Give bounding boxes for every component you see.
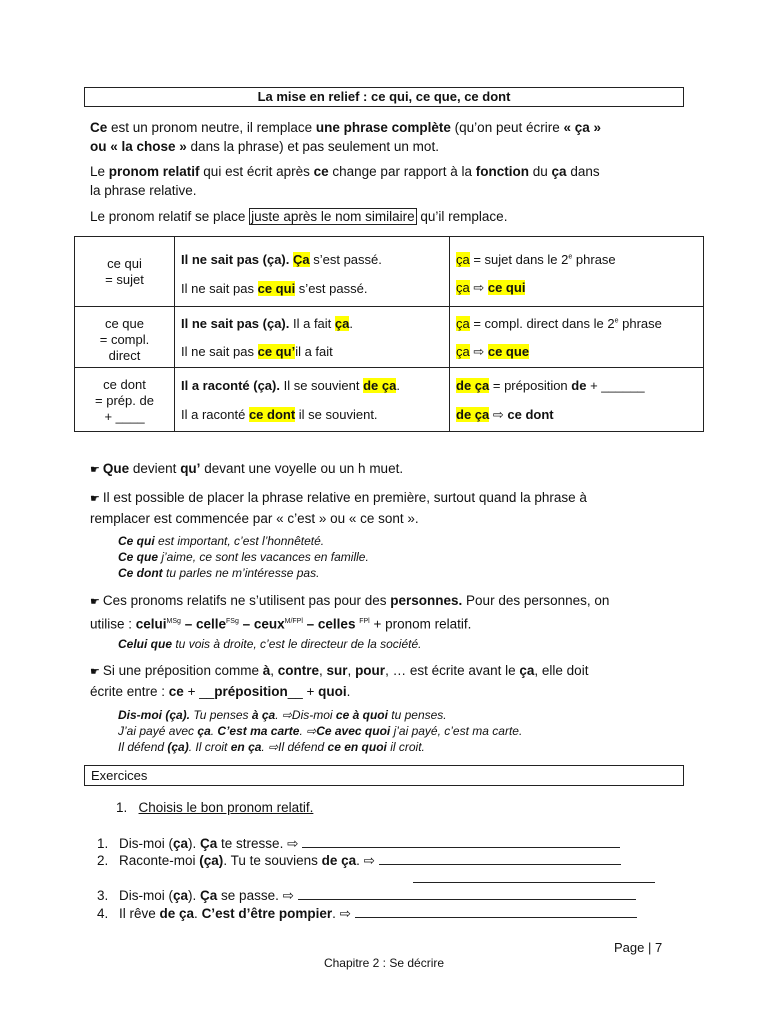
pronoun-cell: ce dont = prép. de + ____	[75, 368, 175, 432]
example-cell: Il a raconté (ça). Il se souvient de ça. Il a raconté ce dont il se souvient.	[175, 368, 450, 432]
example-celui-que: Celui que tu vois à droite, c’est le directeur de la société.	[118, 637, 422, 651]
table-row	[75, 307, 704, 368]
pointing-hand-icon: ☛	[90, 596, 100, 608]
example-cell: Il ne sait pas (ça). Ça s’est passé. Il ne sait pas ce qui s’est passé.	[175, 237, 450, 307]
intro-paragraph-1: Ce est un pronom neutre, il remplace une phrase complète (qu’on peut écrire « ça » ou « la chose » dans la phrase) et pas seulement un mot.	[90, 120, 602, 154]
function-cell: ça = sujet dans le 2e phrase ça ⇨ ce qui	[450, 237, 704, 307]
note-persons: ☛ Ces pronoms relatifs ne s’utilisent pas pour des personnes. Pour des personnes, on utilise : celui$^{MSg}$ – celle$^{FSg}$ – ceux$^{M/FPl}$ – celles $^{FPl}$ + pronom relatif.	[90, 593, 610, 632]
examples-preposition: Dis-moi (ça). Tu penses à ça. ⇨Dis-moi ce à quoi tu penses. J’ai payé avec ça. C’est ma carte. ⇨Ce avec quoi j’ai payé, c’est ma carte. Il défend (ça). Il croit en ça. ⇨Il défend ce en quoi il croit.	[118, 708, 523, 754]
exercises-heading: Exercices	[84, 765, 684, 786]
similar-noun-box: juste après le nom similaire	[251, 209, 415, 224]
intro-paragraph-2: Le pronom relatif qui est écrit après ce change par rapport à la fonction du ça dans la phrase relative.	[90, 164, 600, 198]
answer-blank[interactable]	[302, 835, 620, 848]
table-row	[75, 237, 704, 307]
exercise-item-1: 1. Dis-moi (ça). Ça te stresse. ⇨	[97, 835, 620, 852]
exercise-item-3: 3. Dis-moi (ça). Ça se passe. ⇨	[97, 887, 636, 904]
intro-paragraph-3: Le pronom relatif se place juste après le nom similaire qu’il remplace.	[90, 209, 508, 224]
example-cell: Il ne sait pas (ça). Il a fait ça. Il ne sait pas ce qu’il a fait	[175, 307, 450, 368]
answer-blank[interactable]	[355, 905, 637, 918]
chapter-footer: Chapitre 2 : Se décrire	[323, 956, 445, 970]
pointing-hand-icon: ☛	[90, 493, 100, 505]
answer-blank[interactable]	[379, 852, 621, 865]
note-que-qu: ☛ Que devient qu’ devant une voyelle ou un h muet.	[90, 461, 404, 476]
answer-blank-continuation[interactable]	[413, 870, 655, 883]
exercise-item-4: 4. Il rêve de ça. C’est d’être pompier. ⇨	[97, 905, 637, 922]
function-cell: de ça = préposition de + ______ de ça ⇨ ce dont	[450, 368, 704, 432]
page-title: La mise en relief : ce qui, ce que, ce dont	[84, 87, 684, 107]
table-row	[75, 368, 704, 432]
note-first-position: ☛ Il est possible de placer la phrase relative en première, surtout quand la phrase à remplacer est commencée par « c’est » ou « ce sont ».	[90, 490, 587, 526]
pointing-hand-icon: ☛	[90, 666, 100, 678]
note-preposition: ☛ Si une préposition comme à, contre, sur, pour, … est écrite avant le ça, elle doit écrite entre : ce + __préposition__ + quoi.	[90, 663, 589, 699]
pronoun-cell: ce que = compl. direct	[75, 307, 175, 368]
examples-mise-en-relief: Ce qui est important, c’est l’honnêteté. Ce que j’aime, ce sont les vacances en famille. Ce dont tu parles ne m’intéresse pas.	[118, 534, 369, 580]
exercise-instruction: 1. Choisis le bon pronom relatif.	[116, 800, 314, 815]
answer-blank[interactable]	[298, 887, 636, 900]
relative-pronoun-table	[74, 236, 704, 432]
pronoun-cell: ce qui = sujet	[75, 237, 175, 307]
pointing-hand-icon: ☛	[90, 464, 100, 476]
exercise-item-2: 2. Raconte-moi (ça). Tu te souviens de ça. ⇨	[97, 852, 621, 869]
page-number: Page | 7	[614, 940, 663, 955]
function-cell: ça = compl. direct dans le 2e phrase ça ⇨ ce que	[450, 307, 704, 368]
